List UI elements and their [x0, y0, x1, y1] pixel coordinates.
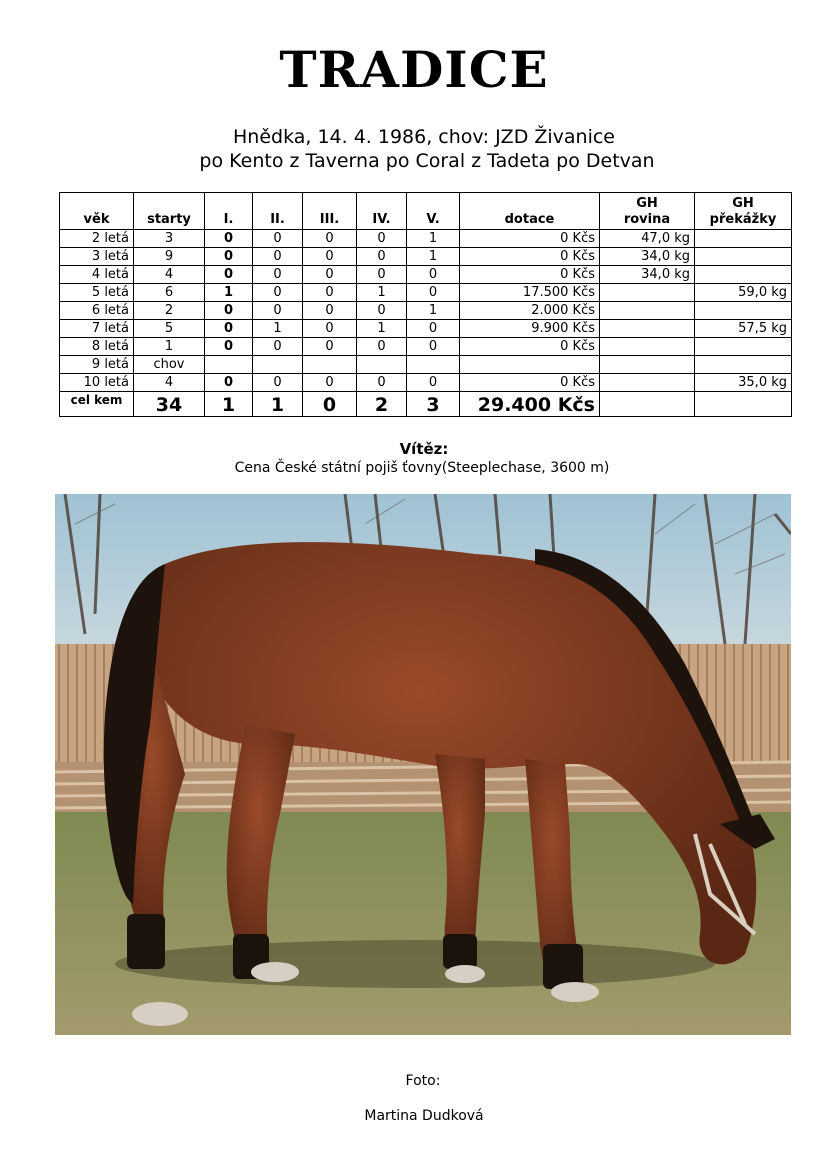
cell-fourth — [357, 356, 407, 374]
cell-fifth: 1 — [407, 230, 460, 248]
cell-fifth: 3 — [407, 392, 460, 417]
cell-age: 9 letá — [60, 356, 134, 374]
cell-age: 4 letá — [60, 266, 134, 284]
cell-gh-flat — [600, 392, 695, 417]
cell-third: 0 — [303, 392, 357, 417]
cell-fifth: 0 — [407, 320, 460, 338]
cell-third: 0 — [303, 302, 357, 320]
cell-gh-flat — [600, 284, 695, 302]
cell-starts: 4 — [134, 266, 205, 284]
cell-third — [303, 356, 357, 374]
cell-age: 6 letá — [60, 302, 134, 320]
header-gh-hurdle-line2: překážky — [709, 212, 777, 227]
cell-gh-hurdle: 57,5 kg — [695, 320, 792, 338]
cell-prize: 0 Kčs — [460, 248, 600, 266]
table-total-row — [60, 392, 792, 417]
header-age: věk — [60, 193, 134, 230]
cell-prize — [460, 356, 600, 374]
table-row — [60, 302, 792, 320]
table-row — [60, 248, 792, 266]
cell-gh-flat: 47,0 kg — [600, 230, 695, 248]
cell-age: 7 letá — [60, 320, 134, 338]
header-gh-hurdle-line1: GH — [732, 196, 754, 211]
cell-fifth: 1 — [407, 248, 460, 266]
cell-third: 0 — [303, 248, 357, 266]
header-second: II. — [253, 193, 303, 230]
table-row — [60, 374, 792, 392]
table-row — [60, 230, 792, 248]
cell-gh-hurdle: 59,0 kg — [695, 284, 792, 302]
cell-prize: 9.900 Kčs — [460, 320, 600, 338]
header-gh-flat — [600, 193, 695, 230]
cell-prize: 0 Kčs — [460, 338, 600, 356]
cell-gh-hurdle — [695, 302, 792, 320]
cell-fifth: 0 — [407, 284, 460, 302]
cell-fifth: 1 — [407, 302, 460, 320]
header-first: I. — [205, 193, 253, 230]
header-fourth: IV. — [357, 193, 407, 230]
cell-gh-flat — [600, 302, 695, 320]
cell-starts: 4 — [134, 374, 205, 392]
cell-prize: 17.500 Kčs — [460, 284, 600, 302]
cell-gh-flat: 34,0 kg — [600, 248, 695, 266]
winner-race: Cena České státní pojiš ťovny(Steeplechase, 3600 m) — [234, 460, 610, 476]
cell-prize: 0 Kčs — [460, 374, 600, 392]
photo-label: Foto: — [405, 1073, 441, 1089]
cell-fifth: 0 — [407, 338, 460, 356]
cell-third: 0 — [303, 374, 357, 392]
cell-gh-flat — [600, 338, 695, 356]
table-row — [60, 284, 792, 302]
cell-first: 0 — [205, 230, 253, 248]
horse-photo — [55, 494, 791, 1035]
table-row — [60, 266, 792, 284]
cell-third: 0 — [303, 266, 357, 284]
cell-second: 0 — [253, 284, 303, 302]
header-gh-flat-line1: GH — [636, 196, 658, 211]
race-stats-table — [59, 192, 792, 417]
cell-gh-hurdle — [695, 338, 792, 356]
cell-gh-hurdle — [695, 392, 792, 417]
cell-gh-hurdle — [695, 266, 792, 284]
cell-fourth: 0 — [357, 230, 407, 248]
cell-fourth: 0 — [357, 266, 407, 284]
cell-starts: 34 — [134, 392, 205, 417]
cell-second: 0 — [253, 374, 303, 392]
cell-fifth: 0 — [407, 266, 460, 284]
cell-first: 0 — [205, 374, 253, 392]
cell-gh-hurdle — [695, 248, 792, 266]
header-fifth: V. — [407, 193, 460, 230]
cell-second: 1 — [253, 392, 303, 417]
cell-fourth: 0 — [357, 248, 407, 266]
cell-age: cel kem — [60, 392, 134, 417]
cell-fourth: 1 — [357, 320, 407, 338]
cell-fifth: 0 — [407, 374, 460, 392]
horse-details: Hnědka, 14. 4. 1986, chov: JZD Živanice — [232, 126, 615, 148]
cell-fourth: 0 — [357, 338, 407, 356]
cell-second: 0 — [253, 302, 303, 320]
cell-first: 0 — [205, 266, 253, 284]
header-gh-flat-line2: rovina — [623, 212, 671, 227]
cell-prize: 0 Kčs — [460, 230, 600, 248]
cell-fourth: 2 — [357, 392, 407, 417]
cell-starts: 9 — [134, 248, 205, 266]
table-row — [60, 338, 792, 356]
cell-first — [205, 356, 253, 374]
cell-second: 0 — [253, 230, 303, 248]
cell-gh-hurdle: 35,0 kg — [695, 374, 792, 392]
winner-label: Vítěz: — [399, 440, 449, 458]
horse-pedigree: po Kento z Taverna po Coral z Tadeta po Detvan — [199, 150, 655, 172]
table-header-row — [60, 193, 792, 230]
cell-second: 1 — [253, 320, 303, 338]
cell-gh-flat: 34,0 kg — [600, 266, 695, 284]
cell-age: 10 letá — [60, 374, 134, 392]
header-starts: starty — [134, 193, 205, 230]
cell-starts: 1 — [134, 338, 205, 356]
cell-prize: 29.400 Kčs — [460, 392, 600, 417]
cell-third: 0 — [303, 230, 357, 248]
cell-starts: 6 — [134, 284, 205, 302]
cell-starts: chov — [134, 356, 205, 374]
cell-age: 5 letá — [60, 284, 134, 302]
cell-first: 0 — [205, 320, 253, 338]
cell-first: 0 — [205, 302, 253, 320]
cell-fourth: 0 — [357, 302, 407, 320]
cell-second: 0 — [253, 266, 303, 284]
cell-gh-flat — [600, 356, 695, 374]
cell-second: 0 — [253, 248, 303, 266]
cell-gh-flat — [600, 374, 695, 392]
cell-third: 0 — [303, 338, 357, 356]
cell-starts: 2 — [134, 302, 205, 320]
cell-starts: 3 — [134, 230, 205, 248]
header-third: III. — [303, 193, 357, 230]
cell-fourth: 0 — [357, 374, 407, 392]
cell-fourth: 1 — [357, 284, 407, 302]
cell-third: 0 — [303, 320, 357, 338]
cell-third: 0 — [303, 284, 357, 302]
table-row — [60, 320, 792, 338]
cell-age: 2 letá — [60, 230, 134, 248]
cell-age: 3 letá — [60, 248, 134, 266]
cell-first: 0 — [205, 338, 253, 356]
photo-author: Martina Dudková — [364, 1108, 484, 1124]
cell-fifth — [407, 356, 460, 374]
table-row — [60, 356, 792, 374]
cell-gh-flat — [600, 320, 695, 338]
cell-starts: 5 — [134, 320, 205, 338]
header-gh-hurdle — [695, 193, 792, 230]
cell-first: 0 — [205, 248, 253, 266]
page-title: TRADICE — [279, 40, 549, 99]
cell-second: 0 — [253, 338, 303, 356]
cell-prize: 2.000 Kčs — [460, 302, 600, 320]
header-prize: dotace — [460, 193, 600, 230]
cell-second — [253, 356, 303, 374]
cell-age: 8 letá — [60, 338, 134, 356]
cell-prize: 0 Kčs — [460, 266, 600, 284]
cell-first: 1 — [205, 284, 253, 302]
cell-first: 1 — [205, 392, 253, 417]
cell-gh-hurdle — [695, 230, 792, 248]
cell-gh-hurdle — [695, 356, 792, 374]
